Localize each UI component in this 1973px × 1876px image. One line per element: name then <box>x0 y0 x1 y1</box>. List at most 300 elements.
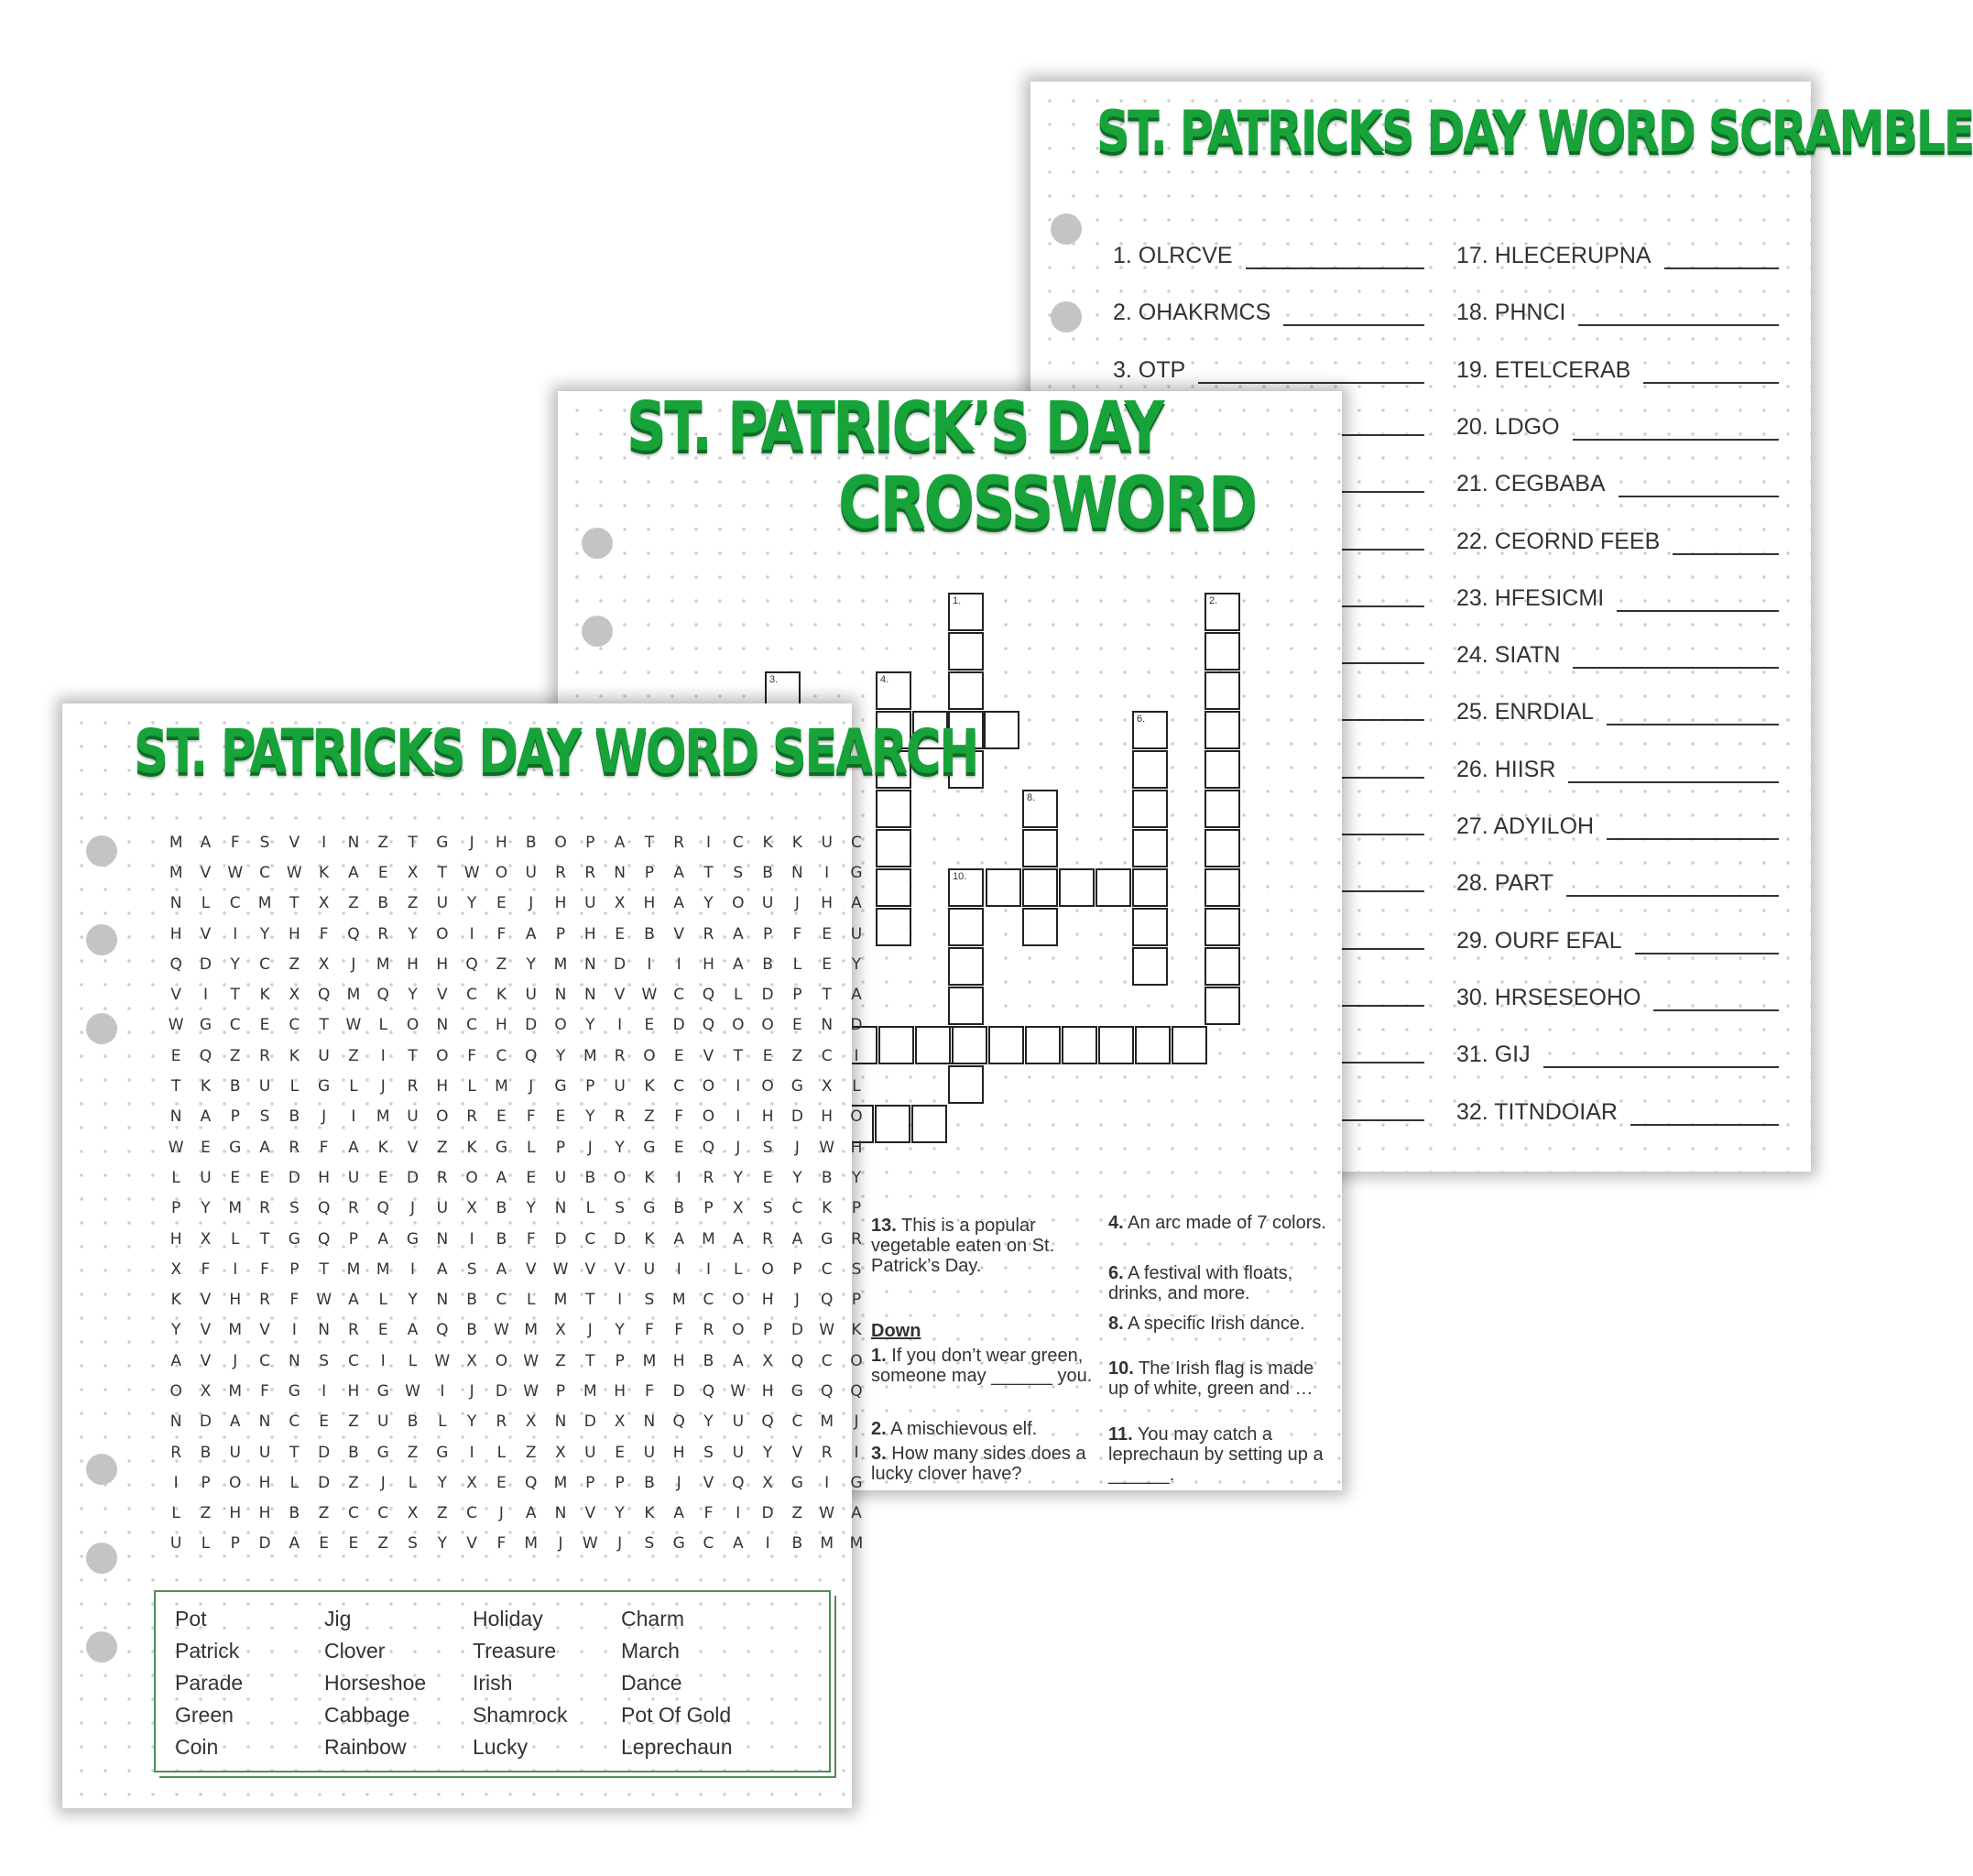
grid-letter[interactable]: A <box>407 1321 419 1340</box>
grid-letter[interactable]: T <box>703 863 714 882</box>
grid-letter[interactable]: L <box>378 1016 387 1035</box>
grid-letter[interactable]: M <box>849 1534 864 1554</box>
grid-letter[interactable]: P <box>348 1229 359 1249</box>
grid-letter[interactable]: F <box>230 833 240 852</box>
grid-letter[interactable]: G <box>672 1534 685 1554</box>
grid-letter[interactable]: R <box>851 1229 862 1249</box>
grid-letter[interactable]: C <box>289 1412 300 1432</box>
grid-letter[interactable]: A <box>170 1351 181 1370</box>
grid-letter[interactable]: B <box>289 1504 300 1523</box>
grid-letter[interactable]: Q <box>317 1199 331 1218</box>
grid-letter[interactable]: I <box>469 924 474 943</box>
crossword-cell[interactable] <box>1132 750 1168 789</box>
grid-letter[interactable]: H <box>672 1351 685 1370</box>
grid-letter[interactable]: J <box>469 1381 474 1401</box>
grid-letter[interactable]: A <box>673 1504 685 1523</box>
grid-letter[interactable]: F <box>289 1291 300 1310</box>
grid-letter[interactable]: J <box>529 1077 534 1096</box>
grid-letter[interactable]: A <box>614 833 626 852</box>
grid-letter[interactable]: L <box>496 1443 507 1462</box>
grid-letter[interactable]: P <box>762 924 773 943</box>
grid-letter[interactable]: Y <box>615 1321 625 1340</box>
grid-letter[interactable]: I <box>736 1504 741 1523</box>
grid-letter[interactable]: B <box>644 1473 655 1492</box>
grid-letter[interactable]: N <box>169 1412 182 1432</box>
grid-letter[interactable]: V <box>525 1260 537 1279</box>
grid-letter[interactable]: Z <box>407 894 419 913</box>
grid-letter[interactable]: G <box>554 1077 567 1096</box>
grid-letter[interactable]: E <box>319 1534 329 1554</box>
grid-letter[interactable]: E <box>201 1138 211 1157</box>
grid-letter[interactable]: D <box>525 1016 538 1035</box>
grid-letter[interactable]: R <box>466 1107 478 1127</box>
grid-letter[interactable]: S <box>644 1534 655 1554</box>
grid-letter[interactable]: M <box>583 1381 597 1401</box>
grid-letter[interactable]: S <box>851 1260 862 1279</box>
grid-letter[interactable]: R <box>407 1077 419 1096</box>
grid-letter[interactable]: T <box>289 1443 300 1462</box>
grid-letter[interactable]: H <box>821 1107 834 1127</box>
grid-letter[interactable]: L <box>792 954 802 974</box>
grid-letter[interactable]: M <box>553 1291 568 1310</box>
grid-letter[interactable]: O <box>406 1016 420 1035</box>
grid-letter[interactable]: O <box>436 924 449 943</box>
grid-letter[interactable]: Y <box>762 1443 773 1462</box>
grid-letter[interactable]: U <box>732 1412 745 1432</box>
grid-letter[interactable]: H <box>229 1504 242 1523</box>
grid-letter[interactable]: M <box>169 863 183 882</box>
grid-letter[interactable]: U <box>377 1412 389 1432</box>
grid-letter[interactable]: X <box>732 1199 744 1218</box>
grid-letter[interactable]: V <box>289 833 300 852</box>
grid-letter[interactable]: E <box>319 1412 329 1432</box>
grid-letter[interactable]: O <box>436 1046 449 1065</box>
grid-letter[interactable]: Y <box>170 1321 181 1340</box>
grid-letter[interactable]: P <box>585 1077 595 1096</box>
crossword-cell[interactable] <box>1205 908 1240 946</box>
grid-letter[interactable]: Y <box>703 894 714 913</box>
grid-letter[interactable]: Y <box>466 1412 477 1432</box>
grid-letter[interactable]: M <box>671 1291 686 1310</box>
grid-letter[interactable]: E <box>259 1168 270 1187</box>
answer-line[interactable] <box>1573 419 1779 441</box>
grid-letter[interactable]: Y <box>526 954 536 974</box>
grid-letter[interactable]: X <box>170 1260 181 1279</box>
grid-letter[interactable]: B <box>348 1443 359 1462</box>
grid-letter[interactable]: C <box>466 1504 478 1523</box>
grid-letter[interactable]: U <box>584 1443 596 1462</box>
grid-letter[interactable]: U <box>258 1443 271 1462</box>
grid-letter[interactable]: A <box>437 1260 448 1279</box>
grid-letter[interactable]: F <box>792 924 802 943</box>
grid-letter[interactable]: O <box>850 1107 863 1127</box>
grid-letter[interactable]: X <box>762 1473 773 1492</box>
grid-letter[interactable]: K <box>466 1138 477 1157</box>
grid-letter[interactable]: S <box>762 1138 773 1157</box>
grid-letter[interactable]: C <box>791 1412 803 1432</box>
grid-letter[interactable]: Y <box>408 924 418 943</box>
grid-letter[interactable]: C <box>584 1229 596 1249</box>
grid-letter[interactable]: Y <box>615 1504 625 1523</box>
grid-letter[interactable]: Z <box>496 954 507 974</box>
grid-letter[interactable]: A <box>496 1260 507 1279</box>
grid-letter[interactable]: D <box>318 1443 331 1462</box>
grid-letter[interactable]: I <box>173 1473 179 1492</box>
grid-letter[interactable]: Z <box>348 894 359 913</box>
grid-letter[interactable]: P <box>851 1291 862 1310</box>
grid-letter[interactable]: V <box>584 1504 596 1523</box>
grid-letter[interactable]: G <box>790 1077 803 1096</box>
grid-letter[interactable]: R <box>703 1321 714 1340</box>
answer-line[interactable] <box>1664 247 1779 269</box>
crossword-cell[interactable] <box>1205 632 1240 671</box>
crossword-cell[interactable] <box>952 1026 987 1064</box>
grid-letter[interactable]: I <box>736 1107 741 1127</box>
grid-letter[interactable]: P <box>555 1381 566 1401</box>
grid-letter[interactable]: A <box>732 1351 744 1370</box>
grid-letter[interactable]: Q <box>850 1381 863 1401</box>
grid-letter[interactable]: O <box>702 1077 715 1096</box>
grid-letter[interactable]: O <box>495 863 508 882</box>
grid-letter[interactable]: O <box>732 1321 745 1340</box>
grid-letter[interactable]: A <box>851 1504 862 1523</box>
grid-letter[interactable]: W <box>582 1534 598 1554</box>
grid-letter[interactable]: X <box>466 1351 477 1370</box>
grid-letter[interactable]: A <box>229 1412 241 1432</box>
grid-letter[interactable]: I <box>380 1351 386 1370</box>
grid-letter[interactable]: H <box>761 1381 774 1401</box>
grid-letter[interactable]: O <box>732 894 745 913</box>
grid-letter[interactable]: Q <box>525 1046 538 1065</box>
grid-letter[interactable]: P <box>585 1473 595 1492</box>
grid-letter[interactable]: W <box>405 1381 420 1401</box>
grid-letter[interactable]: J <box>529 894 534 913</box>
grid-letter[interactable]: K <box>822 1199 833 1218</box>
grid-letter[interactable]: G <box>288 1381 300 1401</box>
grid-letter[interactable]: G <box>288 1229 300 1249</box>
grid-letter[interactable]: M <box>495 1077 508 1096</box>
grid-letter[interactable]: C <box>259 1351 270 1370</box>
grid-letter[interactable]: H <box>436 1077 449 1096</box>
grid-letter[interactable]: U <box>258 1077 271 1096</box>
grid-letter[interactable]: A <box>525 924 537 943</box>
grid-letter[interactable]: O <box>613 1168 627 1187</box>
answer-line[interactable] <box>1635 933 1779 954</box>
grid-letter[interactable]: E <box>496 1473 507 1492</box>
answer-line[interactable] <box>1283 304 1424 326</box>
answer-line[interactable] <box>1630 1104 1779 1126</box>
grid-letter[interactable]: C <box>496 1291 507 1310</box>
grid-letter[interactable]: G <box>790 1381 803 1401</box>
grid-letter[interactable]: N <box>791 863 803 882</box>
grid-letter[interactable]: D <box>258 1534 271 1554</box>
grid-letter[interactable]: L <box>467 1077 476 1096</box>
grid-letter[interactable]: B <box>791 1534 803 1554</box>
crossword-cell[interactable] <box>1132 790 1168 828</box>
grid-letter[interactable]: V <box>200 1291 212 1310</box>
grid-letter[interactable]: L <box>201 1534 211 1554</box>
grid-letter[interactable]: I <box>676 1168 681 1187</box>
grid-letter[interactable]: F <box>467 1046 476 1065</box>
grid-letter[interactable]: P <box>201 1473 211 1492</box>
grid-letter[interactable]: M <box>583 1046 597 1065</box>
grid-letter[interactable]: V <box>584 1260 596 1279</box>
grid-letter[interactable]: J <box>380 1077 386 1096</box>
grid-letter[interactable]: V <box>437 986 448 1005</box>
grid-letter[interactable]: D <box>318 1473 331 1492</box>
grid-letter[interactable]: O <box>495 1351 508 1370</box>
crossword-cell[interactable] <box>875 1105 910 1143</box>
grid-letter[interactable]: D <box>288 1168 300 1187</box>
grid-letter[interactable]: S <box>259 833 270 852</box>
crossword-cell[interactable] <box>1205 868 1240 907</box>
grid-letter[interactable]: X <box>525 1412 537 1432</box>
grid-letter[interactable]: U <box>436 894 449 913</box>
grid-letter[interactable]: H <box>614 1381 626 1401</box>
grid-letter[interactable]: F <box>526 1229 536 1249</box>
grid-letter[interactable]: H <box>169 924 182 943</box>
grid-letter[interactable]: D <box>199 1412 212 1432</box>
grid-letter[interactable]: C <box>259 863 270 882</box>
grid-letter[interactable]: L <box>171 1168 180 1187</box>
grid-letter[interactable]: B <box>377 894 389 913</box>
grid-letter[interactable]: F <box>201 1260 211 1279</box>
grid-letter[interactable]: V <box>170 986 181 1005</box>
grid-letter[interactable]: E <box>526 1168 537 1187</box>
grid-letter[interactable]: I <box>351 1107 356 1127</box>
grid-letter[interactable]: Z <box>348 1046 359 1065</box>
grid-letter[interactable]: P <box>615 1351 625 1370</box>
grid-letter[interactable]: F <box>319 924 329 943</box>
grid-letter[interactable]: V <box>791 1443 803 1462</box>
grid-letter[interactable]: B <box>584 1168 596 1187</box>
grid-letter[interactable]: G <box>376 1381 389 1401</box>
grid-letter[interactable]: W <box>494 1321 509 1340</box>
grid-letter[interactable]: C <box>732 833 744 852</box>
grid-letter[interactable]: P <box>555 924 566 943</box>
grid-letter[interactable]: S <box>762 1199 773 1218</box>
grid-letter[interactable]: E <box>377 863 388 882</box>
grid-letter[interactable]: P <box>230 1534 240 1554</box>
grid-letter[interactable]: K <box>200 1077 212 1096</box>
grid-letter[interactable]: R <box>673 833 685 852</box>
crossword-cell[interactable] <box>1132 868 1168 907</box>
grid-letter[interactable]: Z <box>229 1046 241 1065</box>
grid-letter[interactable]: W <box>227 863 244 882</box>
grid-letter[interactable]: E <box>615 1443 625 1462</box>
grid-letter[interactable]: M <box>376 1107 390 1127</box>
grid-letter[interactable]: C <box>673 986 685 1005</box>
grid-letter[interactable]: H <box>761 1291 774 1310</box>
grid-letter[interactable]: I <box>705 1260 711 1279</box>
grid-letter[interactable]: W <box>316 1291 332 1310</box>
grid-letter[interactable]: Q <box>790 1351 804 1370</box>
grid-letter[interactable]: F <box>703 1504 714 1523</box>
grid-letter[interactable]: O <box>436 1107 449 1127</box>
crossword-cell[interactable] <box>1059 868 1095 907</box>
grid-letter[interactable]: B <box>466 1321 477 1340</box>
answer-line[interactable] <box>1673 533 1779 555</box>
grid-letter[interactable]: W <box>819 1321 835 1340</box>
grid-letter[interactable]: N <box>318 1321 330 1340</box>
grid-letter[interactable]: U <box>850 924 863 943</box>
grid-letter[interactable]: X <box>466 1199 477 1218</box>
grid-letter[interactable]: U <box>761 894 774 913</box>
answer-line[interactable] <box>1566 875 1779 897</box>
grid-letter[interactable]: P <box>615 1473 625 1492</box>
grid-letter[interactable]: E <box>555 1107 566 1127</box>
grid-letter[interactable]: L <box>231 1229 240 1249</box>
grid-letter[interactable]: Y <box>437 1534 448 1554</box>
grid-letter[interactable]: H <box>672 1443 685 1462</box>
grid-letter[interactable]: L <box>852 1077 861 1096</box>
grid-letter[interactable]: E <box>673 1138 684 1157</box>
grid-letter[interactable]: J <box>498 1504 504 1523</box>
grid-letter[interactable]: U <box>436 1199 449 1218</box>
grid-letter[interactable]: N <box>169 894 182 913</box>
crossword-cell[interactable] <box>876 908 911 946</box>
grid-letter[interactable]: C <box>496 1046 507 1065</box>
crossword-cell[interactable] <box>948 947 984 986</box>
grid-letter[interactable]: V <box>200 924 212 943</box>
grid-letter[interactable]: H <box>496 1016 507 1035</box>
grid-letter[interactable]: D <box>761 986 774 1005</box>
grid-letter[interactable]: C <box>703 1534 714 1554</box>
grid-letter[interactable]: J <box>380 1473 386 1492</box>
grid-letter[interactable]: Q <box>169 954 182 974</box>
grid-letter[interactable]: R <box>289 1138 300 1157</box>
grid-letter[interactable]: V <box>259 1321 270 1340</box>
grid-letter[interactable]: U <box>200 1168 212 1187</box>
grid-letter[interactable]: Y <box>703 1412 714 1432</box>
grid-letter[interactable]: I <box>676 954 681 974</box>
grid-letter[interactable]: P <box>792 986 802 1005</box>
grid-letter[interactable]: I <box>202 986 208 1005</box>
grid-letter[interactable]: D <box>790 1107 803 1127</box>
grid-letter[interactable]: U <box>554 1168 567 1187</box>
grid-letter[interactable]: Y <box>585 1016 595 1035</box>
grid-letter[interactable]: B <box>466 1291 477 1310</box>
grid-letter[interactable]: E <box>496 894 507 913</box>
grid-letter[interactable]: F <box>496 1534 507 1554</box>
grid-letter[interactable]: Q <box>347 924 360 943</box>
grid-letter[interactable]: G <box>850 1473 863 1492</box>
grid-letter[interactable]: E <box>822 924 833 943</box>
grid-letter[interactable]: E <box>230 1168 241 1187</box>
answer-line[interactable] <box>1653 989 1779 1011</box>
grid-letter[interactable]: S <box>703 1443 714 1462</box>
grid-letter[interactable]: V <box>200 1321 212 1340</box>
grid-letter[interactable]: H <box>703 954 714 974</box>
grid-letter[interactable]: I <box>765 1534 770 1554</box>
grid-letter[interactable]: Y <box>408 986 418 1005</box>
grid-letter[interactable]: B <box>496 1229 507 1249</box>
grid-letter[interactable]: R <box>259 1199 270 1218</box>
grid-letter[interactable]: I <box>736 1077 741 1096</box>
grid-letter[interactable]: M <box>169 833 183 852</box>
grid-letter[interactable]: D <box>761 1504 774 1523</box>
grid-letter[interactable]: F <box>319 1138 329 1157</box>
grid-letter[interactable]: W <box>819 1138 835 1157</box>
answer-line[interactable] <box>1568 761 1779 783</box>
crossword-cell[interactable] <box>948 908 984 946</box>
grid-letter[interactable]: Z <box>644 1107 655 1127</box>
grid-letter[interactable]: R <box>703 924 714 943</box>
grid-letter[interactable]: W <box>819 1504 835 1523</box>
grid-letter[interactable]: G <box>643 1199 656 1218</box>
grid-letter[interactable]: L <box>201 894 211 913</box>
grid-letter[interactable]: E <box>348 1534 359 1554</box>
grid-letter[interactable]: J <box>676 1473 681 1492</box>
grid-letter[interactable]: M <box>524 1534 539 1554</box>
grid-letter[interactable]: Z <box>200 1504 212 1523</box>
grid-letter[interactable]: A <box>377 1229 389 1249</box>
grid-letter[interactable]: X <box>407 1504 419 1523</box>
grid-letter[interactable]: G <box>229 1138 242 1157</box>
grid-letter[interactable]: O <box>761 1016 774 1035</box>
grid-letter[interactable]: X <box>762 1351 773 1370</box>
grid-letter[interactable]: H <box>288 924 300 943</box>
grid-letter[interactable]: A <box>732 1229 744 1249</box>
grid-letter[interactable]: I <box>824 863 830 882</box>
grid-letter[interactable]: D <box>672 1016 685 1035</box>
grid-letter[interactable]: G <box>318 1077 331 1096</box>
grid-letter[interactable]: R <box>762 1229 773 1249</box>
grid-letter[interactable]: U <box>525 863 537 882</box>
grid-letter[interactable]: N <box>554 1199 567 1218</box>
grid-letter[interactable]: H <box>407 954 419 974</box>
grid-letter[interactable]: Y <box>555 1046 566 1065</box>
grid-letter[interactable]: Z <box>289 954 300 974</box>
grid-letter[interactable]: T <box>408 833 418 852</box>
grid-letter[interactable]: B <box>703 1351 714 1370</box>
grid-letter[interactable]: R <box>259 1046 270 1065</box>
grid-letter[interactable]: M <box>642 1351 657 1370</box>
grid-letter[interactable]: A <box>732 924 744 943</box>
grid-letter[interactable]: U <box>821 833 833 852</box>
grid-letter[interactable]: H <box>318 1168 331 1187</box>
grid-letter[interactable]: L <box>526 1291 536 1310</box>
grid-letter[interactable]: Y <box>408 1291 418 1310</box>
grid-letter[interactable]: Q <box>199 1046 213 1065</box>
grid-letter[interactable]: D <box>614 1229 627 1249</box>
crossword-cell[interactable] <box>1022 868 1058 907</box>
grid-letter[interactable]: H <box>169 1229 182 1249</box>
grid-letter[interactable]: O <box>554 833 567 852</box>
grid-letter[interactable]: X <box>200 1381 212 1401</box>
grid-letter[interactable]: E <box>644 1016 655 1035</box>
grid-letter[interactable]: B <box>762 954 773 974</box>
grid-letter[interactable]: S <box>733 863 744 882</box>
grid-letter[interactable]: L <box>585 1199 595 1218</box>
grid-letter[interactable]: W <box>168 1016 184 1035</box>
crossword-cell[interactable] <box>986 868 1021 907</box>
grid-letter[interactable]: Y <box>259 924 270 943</box>
grid-letter[interactable]: L <box>378 1291 387 1310</box>
grid-letter[interactable]: I <box>676 1260 681 1279</box>
grid-letter[interactable]: M <box>553 1473 568 1492</box>
grid-letter[interactable]: A <box>732 954 744 974</box>
grid-letter[interactable]: G <box>643 1138 656 1157</box>
grid-letter[interactable]: B <box>821 1168 833 1187</box>
grid-letter[interactable]: I <box>469 1443 474 1462</box>
grid-letter[interactable]: U <box>347 1168 360 1187</box>
crossword-cell[interactable] <box>876 868 911 907</box>
grid-letter[interactable]: J <box>617 1534 623 1554</box>
grid-letter[interactable]: O <box>761 1077 774 1096</box>
grid-letter[interactable]: Q <box>317 986 331 1005</box>
grid-letter[interactable]: X <box>614 894 626 913</box>
